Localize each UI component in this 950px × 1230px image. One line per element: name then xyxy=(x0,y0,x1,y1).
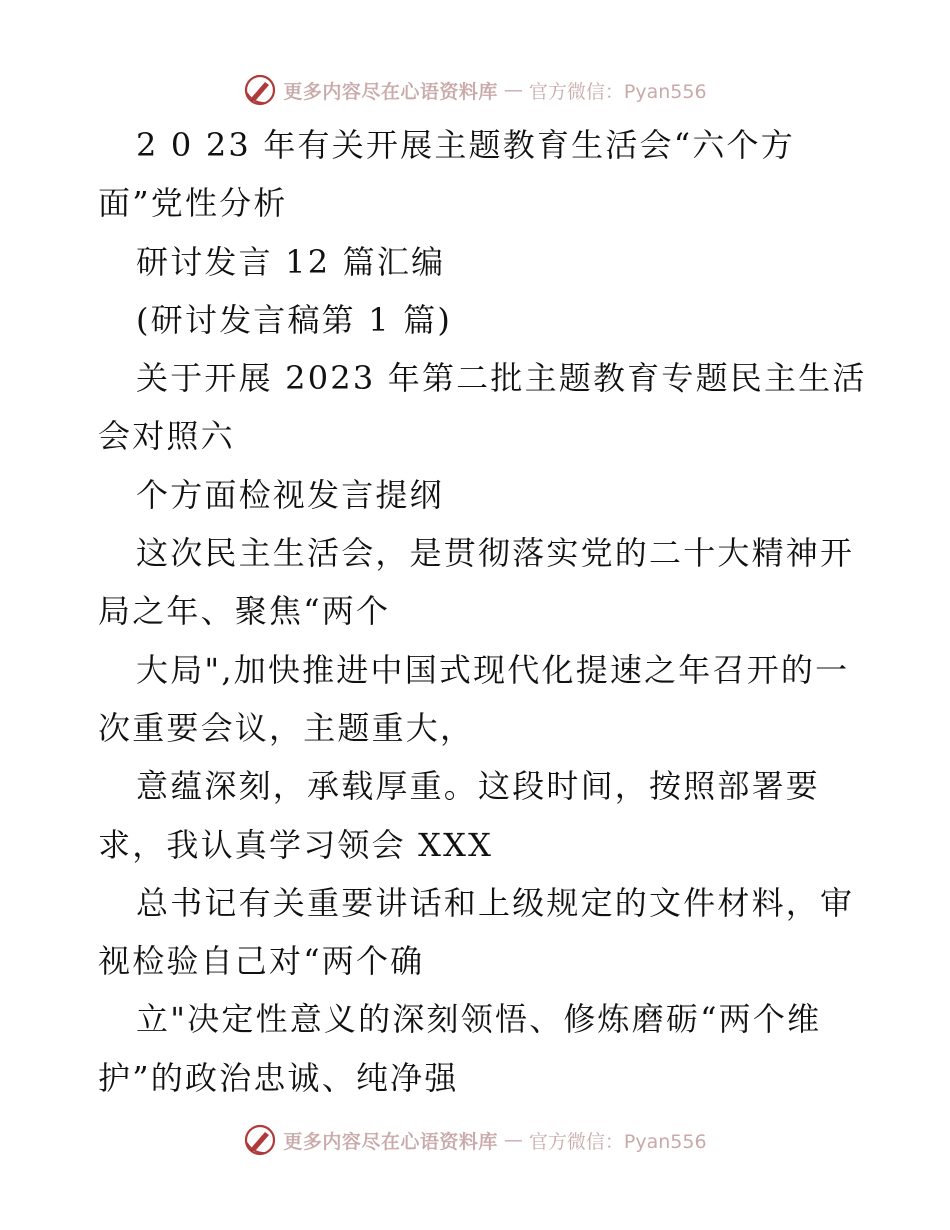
heading-line-2: 会对照六 xyxy=(98,417,235,456)
body-line: 局之年、聚焦“两个 xyxy=(98,592,391,631)
subtitle-line: 研讨发言 12 篇汇编 xyxy=(136,242,446,281)
footer-banner-text: 更多内容尽在心语资料库 xyxy=(283,1130,498,1153)
pen-circle-logo-icon xyxy=(243,73,277,107)
header-banner-dash: — xyxy=(503,79,523,101)
heading-line-1: 关于开展 2023 年第二批主题教育专题民主生活 xyxy=(136,359,867,398)
body-line: 意蕴深刻，承载厚重。这段时间，按照部署要 xyxy=(136,767,821,806)
heading-line-3: 个方面检视发言提纲 xyxy=(136,475,444,514)
document-body xyxy=(98,116,867,1107)
footer-banner-dash: — xyxy=(503,1129,523,1151)
body-line: 求，我认真学习领会 XXX xyxy=(98,825,494,864)
page-header xyxy=(0,70,950,110)
footer-wechat-text: 官方微信：Pyan556 xyxy=(528,1130,707,1153)
pen-circle-logo-icon xyxy=(243,1123,277,1157)
body-line: 立"决定性意义的深刻领悟、修炼磨砺“两个维 xyxy=(136,1000,822,1039)
footer-banner xyxy=(243,1123,706,1157)
body-line: 视检验自己对“两个确 xyxy=(98,942,425,981)
body-line: 大局",加快推进中国式现代化提速之年召开的一 xyxy=(136,650,850,689)
header-banner xyxy=(243,73,706,107)
body-line: 总书记有关重要讲话和上级规定的文件材料，审 xyxy=(136,883,855,922)
title-line-2: 面”党性分析 xyxy=(98,184,288,223)
header-wechat-text: 官方微信：Pyan556 xyxy=(528,80,707,103)
header-banner-text: 更多内容尽在心语资料库 xyxy=(283,80,498,103)
body-line: 这次民主生活会，是贯彻落实党的二十大精神开 xyxy=(136,534,855,573)
body-line: 护”的政治忠诚、纯净强 xyxy=(98,1058,459,1097)
body-line: 次重要会议，主题重大， xyxy=(98,708,475,747)
section-label: (研讨发言稿第 1 篇) xyxy=(136,300,453,339)
page-footer xyxy=(0,1120,950,1160)
title-line-1: 2 0 23 年有关开展主题教育生活会“六个方 xyxy=(136,126,795,164)
